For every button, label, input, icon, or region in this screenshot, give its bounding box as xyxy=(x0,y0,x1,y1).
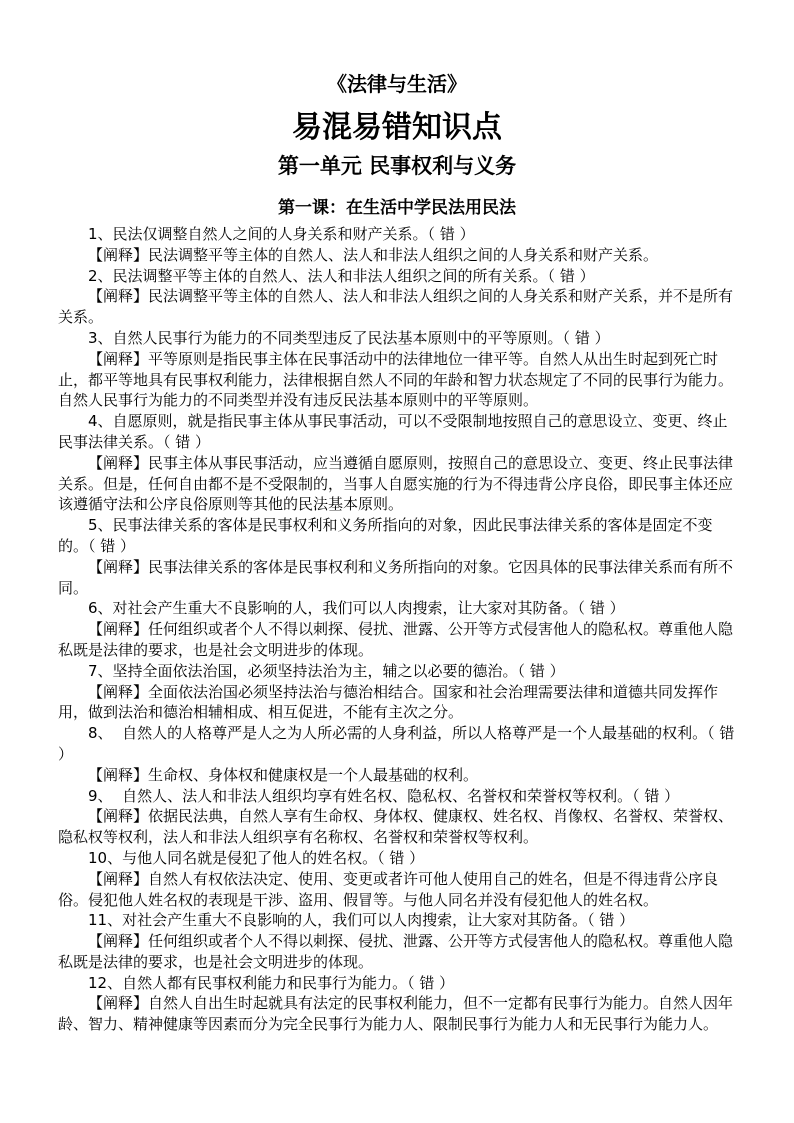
qa-list xyxy=(58,224,740,1035)
explanation-2: 【阐释】民法调整平等主体的自然人、法人和非法人组织之间的人身关系和财产关系，并不是所有关系。 xyxy=(58,287,734,327)
question-12: 12、自然人都有民事权利能力和民事行为能力。（ 错 ） xyxy=(88,973,455,992)
explanation-5: 【阐释】民事法律关系的客体是民事权利和义务所指向的对象。它因具体的民事法律关系而有所不同。 xyxy=(58,557,734,597)
question-4: 4、自愿原则，就是指民事主体从事民事活动，可以不受限制地按照自己的意思设立、变更、终止民事法律关系。（ 错 ） xyxy=(58,412,728,451)
explanation-12: 【阐释】自然人自出生时起就具有法定的民事权利能力，但不一定都有民事行为能力。自然人因年龄、智力、精神健康等因素而分为完全民事行为能力人、限制民事行为能力人和无民事行为能力人。 xyxy=(58,994,734,1034)
book-title: 《法律与生活》 xyxy=(327,72,467,96)
explanation-11: 【阐释】任何组织或者个人不得以刺探、侵扰、泄露、公开等方式侵害他人的隐私权。尊重他人隐私既是法律的要求，也是社会文明进步的体现。 xyxy=(58,932,734,971)
question-11: 11、对社会产生重大不良影响的人，我们可以人肉搜索，让大家对其防备。（ 错 ） xyxy=(88,911,635,930)
explanation-4: 【阐释】民事主体从事民事活动，应当遵循自愿原则，按照自己的意思设立、变更、终止民事法律关系。但是，任何自由都不是不受限制的，当事人自愿实施的行为不得违背公序良俗，即民事主体还应该遵循守法和公序良俗原则等其他的民法基本原则。 xyxy=(58,453,734,514)
question-7: 7、坚持全面依法治国，必须坚持法治为主，辅之以必要的德治。（ 错 ） xyxy=(88,661,565,680)
explanation-7: 【阐释】全面依法治国必须坚持法治与德治相结合。国家和社会治理需要法律和道德共同发挥作用，做到法治和德治相辅相成、相互促进，不能有主次之分。 xyxy=(58,682,719,722)
question-5: 5、民事法律关系的客体是民事权利和义务所指向的对象，因此民事法律关系的客体是固定不变的。（ 错 ） xyxy=(58,516,713,555)
explanation-10: 【阐释】自然人有权依法决定、使用、变更或者许可他人使用自己的姓名，但是不得违背公序良俗。侵犯他人姓名权的表现是干涉、盗用、假冒等。与他人同名并没有侵犯他人的姓名权。 xyxy=(58,869,719,909)
question-6: 6、对社会产生重大不良影响的人，我们可以人肉搜索，让大家对其防备。（ 错 ） xyxy=(88,599,625,618)
unit-title: 第一单元 民事权利与义务 xyxy=(277,153,517,178)
question-10: 10、与他人同名就是侵犯了他人的姓名权。（ 错 ） xyxy=(88,848,425,867)
explanation-1: 【阐释】民法调整平等主体的自然人、法人和非法人组织之间的人身关系和财产关系。 xyxy=(88,245,659,264)
question-8: 8、 自然人的人格尊严是人之为人所必需的人身利益，所以人格尊严是一个人最基础的权利。（ 错 ） xyxy=(58,724,740,763)
lesson-title: 第一课：在生活中学民法用民法 xyxy=(278,198,516,218)
explanation-9: 【阐释】依据民法典，自然人享有生命权、身体权、健康权、姓名权、肖像权、名誉权、荣誉权、隐私权等权利，法人和非法人组织享有名称权、名誉权和荣誉权等权利。 xyxy=(58,807,734,847)
question-9: 9、 自然人、法人和非法人组织均享有姓名权、隐私权、名誉权和荣誉权等权利。（ 错 ） xyxy=(88,786,680,805)
question-3: 3、自然人民事行为能力的不同类型违反了民法基本原则中的平等原则。（ 错 ） xyxy=(88,328,610,347)
main-title: 易混易错知识点 xyxy=(292,110,502,145)
explanation-8: 【阐释】生命权、身体权和健康权是一个人最基础的权利。 xyxy=(88,765,479,784)
explanation-3: 【阐释】平等原则是指民事主体在民事活动中的法律地位一律平等。自然人从出生时起到死亡时止，都平等地具有民事权利能力，法律根据自然人不同的年龄和智力状态规定了不同的民事行为能力。自然人民事行为能力的不同类型并没有违反民法基本原则中的平等原则。 xyxy=(58,349,734,410)
explanation-6: 【阐释】任何组织或者个人不得以刺探、侵扰、泄露、公开等方式侵害他人的隐私权。尊重他人隐私既是法律的要求，也是社会文明进步的体现。 xyxy=(58,620,734,659)
question-1: 1、民法仅调整自然人之间的人身关系和财产关系。（ 错 ） xyxy=(88,225,475,243)
question-2: 2、民法调整平等主体的自然人、法人和非法人组织之间的所有关系。（ 错 ） xyxy=(88,266,595,285)
